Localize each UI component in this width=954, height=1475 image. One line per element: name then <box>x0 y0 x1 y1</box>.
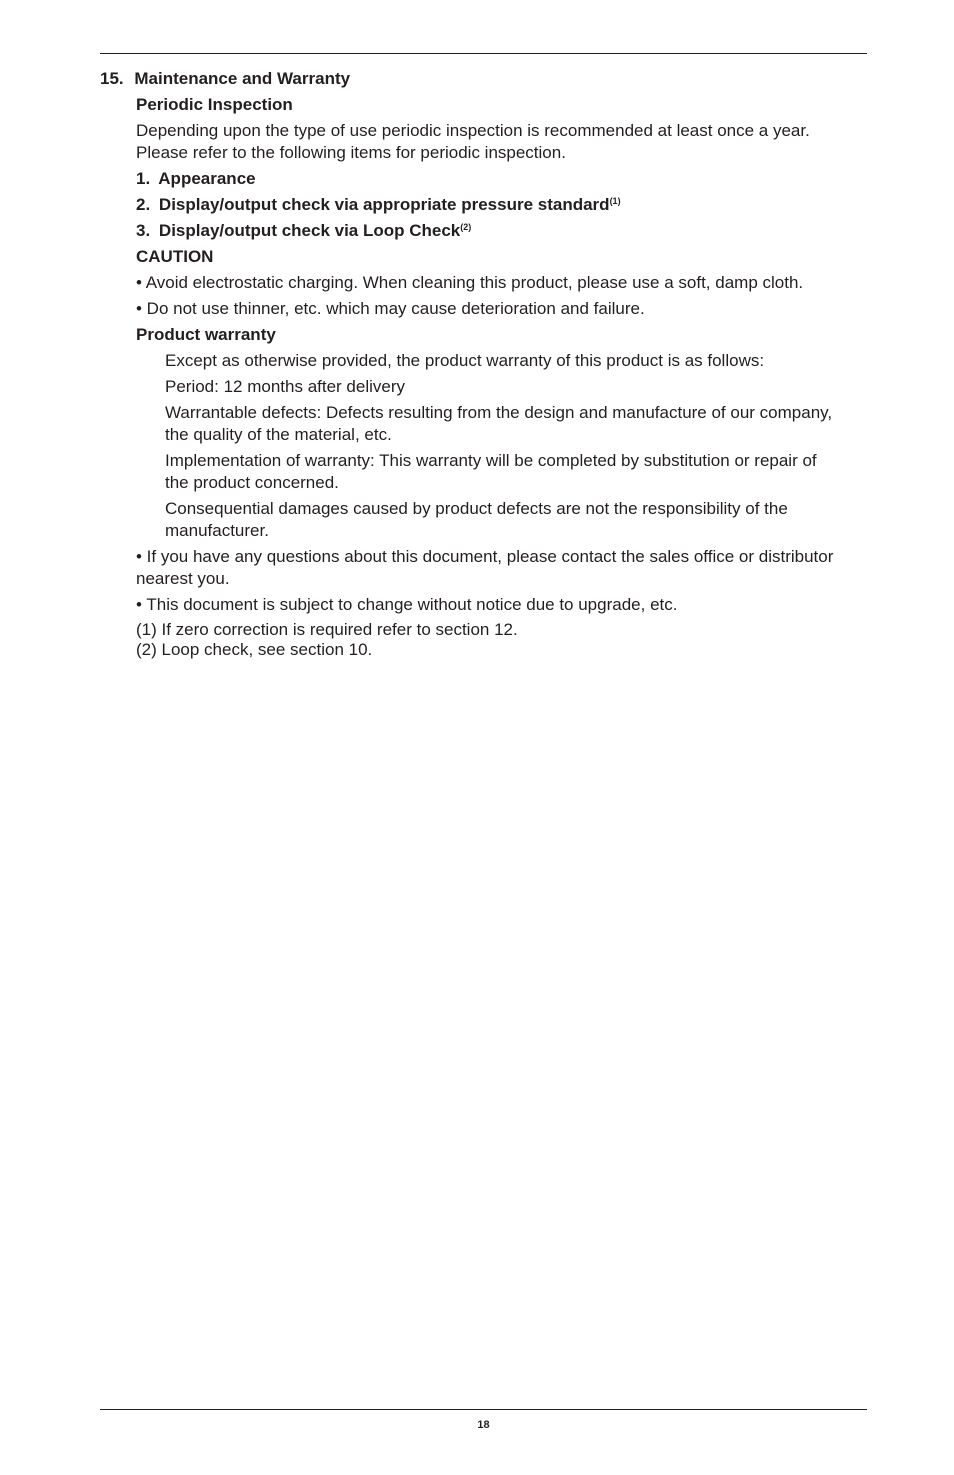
questions-note-line-1: • If you have any questions about this document, please contact the sales office or distributor <box>136 547 834 566</box>
warranty-consequential <box>165 498 867 542</box>
caution-bullet-thinner: • Do not use thinner, etc. which may cause deterioration and failure. <box>136 299 645 318</box>
warranty-defects-line-2: the quality of the material, etc. <box>165 425 392 444</box>
warranty-defects-line-1: Warrantable defects: Defects resulting from the design and manufacture of our company, <box>165 403 833 422</box>
section-number: 15. <box>100 69 124 88</box>
warranty-period: Period: 12 months after delivery <box>165 377 406 396</box>
warranty-defects <box>165 402 867 446</box>
periodic-inspection-text <box>136 120 867 164</box>
section-title <box>100 68 867 90</box>
questions-note-line-2: nearest you. <box>136 569 230 588</box>
caution-heading: CAUTION <box>136 247 214 266</box>
warranty-consequential-line-1: Consequential damages caused by product defects are not the responsibility of the <box>165 499 788 518</box>
periodic-line-2: Please refer to the following items for periodic inspection. <box>136 143 566 162</box>
inspection-item-loop-check <box>136 220 867 242</box>
inspection-item-text: Display/output check via Loop Check <box>158 221 461 240</box>
header-rule <box>100 53 867 54</box>
footnote-ref-1: (1) <box>609 196 621 206</box>
inspection-item-text: Display/output check via appropriate pressure standard <box>158 195 610 214</box>
page-number: 18 <box>477 1419 490 1431</box>
section-title-text: Maintenance and Warranty <box>134 69 351 88</box>
periodic-inspection-heading: Periodic Inspection <box>136 95 293 114</box>
questions-note <box>136 546 867 590</box>
inspection-item-index: 3. <box>136 221 151 240</box>
caution-bullet-electrostatic: • Avoid electrostatic charging. When cleaning this product, please use a soft, damp cloth. <box>136 273 804 292</box>
warranty-implementation-line-1: Implementation of warranty: This warranty will be completed by substitution or repair of <box>165 451 817 470</box>
footer-rule <box>100 1409 867 1410</box>
footnote-2: (2) Loop check, see section 10. <box>136 640 373 659</box>
footnote-ref-2: (2) <box>460 222 472 232</box>
inspection-item-text: Appearance <box>158 169 256 188</box>
warranty-implementation-line-2: the product concerned. <box>165 473 339 492</box>
periodic-line-1: Depending upon the type of use periodic inspection is recommended at least once a year. <box>136 121 810 140</box>
inspection-item-pressure-standard <box>136 194 867 216</box>
footnote-1: (1) If zero correction is required refer to section 12. <box>136 620 518 639</box>
warranty-consequential-line-2: manufacturer. <box>165 521 269 540</box>
inspection-item-index: 1. <box>136 169 151 188</box>
change-notice: • This document is subject to change without notice due to upgrade, etc. <box>136 595 678 614</box>
warranty-implementation <box>165 450 867 494</box>
inspection-item-appearance <box>136 168 867 190</box>
warranty-intro: Except as otherwise provided, the product warranty of this product is as follows: <box>165 351 765 370</box>
page-content <box>100 68 867 660</box>
inspection-item-index: 2. <box>136 195 151 214</box>
product-warranty-heading: Product warranty <box>136 325 276 344</box>
